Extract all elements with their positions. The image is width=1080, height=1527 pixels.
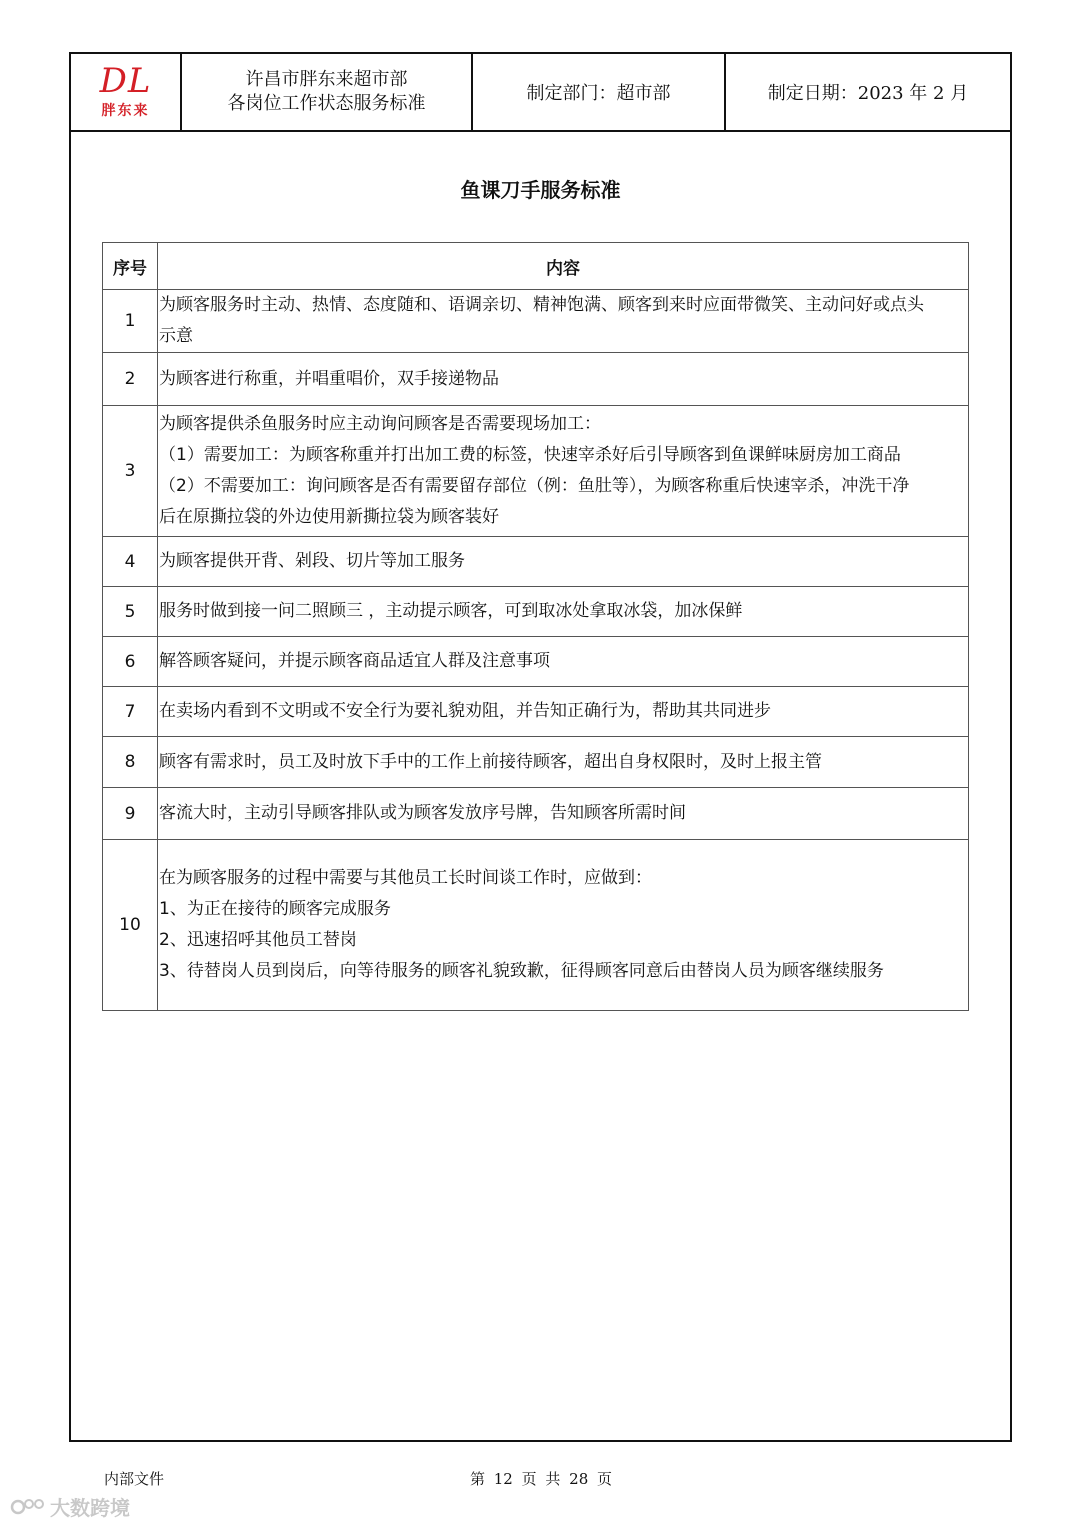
row-content	[158, 637, 969, 687]
content-line: 服务时做到接一问二照顾三 ，主动提示顾客，可到取冰处拿取冰袋，加冰保鲜	[159, 601, 743, 621]
content-line: 解答顾客疑问，并提示顾客商品适宜人群及注意事项	[159, 651, 550, 671]
logo-mark: DL	[99, 61, 152, 101]
content-line: 在卖场内看到不文明或不安全行为要礼貌劝阻，并告知正确行为，帮助其共同进步	[159, 701, 771, 721]
row-content	[158, 290, 969, 353]
row-number: 2	[103, 353, 158, 406]
header-title	[182, 54, 473, 130]
row-content	[158, 687, 969, 737]
content-line: 1、为正在接待的顾客完成服务	[159, 899, 391, 919]
table-row	[103, 788, 969, 840]
logo-text: 胖东来	[101, 103, 150, 119]
row-number: 7	[103, 687, 158, 737]
row-number: 10	[103, 840, 158, 1011]
header-title-line2: 各岗位工作状态服务标准	[227, 93, 426, 114]
footer-internal-label: 内部文件	[104, 1470, 165, 1488]
footer-page-number: 第 12 页 共 28 页	[470, 1470, 613, 1488]
row-number: 6	[103, 637, 158, 687]
table-row	[103, 637, 969, 687]
content-line: 在为顾客服务的过程中需要与其他员工长时间谈工作时，应做到：	[159, 868, 652, 888]
row-content	[158, 840, 969, 1011]
content-line: 为顾客服务时主动、热情、态度随和、语调亲切、精神饱满、顾客到来时应面带微笑、主动问好或点头	[159, 295, 924, 315]
table-row	[103, 353, 969, 406]
column-header-content: 内容	[158, 243, 969, 290]
content-line: （1）需要加工：为顾客称重并打出加工费的标签，快速宰杀好后引导顾客到鱼课鲜味厨房加工商品	[159, 445, 901, 465]
watermark	[10, 1492, 130, 1521]
content-line: 为顾客进行称重，并唱重唱价，双手接递物品	[159, 368, 499, 389]
row-number: 3	[103, 406, 158, 537]
row-number: 4	[103, 537, 158, 587]
row-content	[158, 587, 969, 637]
row-number: 9	[103, 788, 158, 840]
row-content	[158, 788, 969, 840]
content-line: 3、待替岗人员到岗后，向等待服务的顾客礼貌致歉，征得顾客同意后由替岗人员为顾客继续服务	[159, 961, 884, 981]
table-row	[103, 587, 969, 637]
content-line: 示意	[159, 326, 193, 346]
header-date: 制定日期：2023 年 2 月	[767, 83, 969, 104]
table-row	[103, 687, 969, 737]
document-frame	[69, 52, 1012, 1442]
row-content	[158, 406, 969, 537]
row-content	[158, 537, 969, 587]
table-row	[103, 840, 969, 1011]
standards-table	[102, 242, 969, 1011]
row-number: 8	[103, 737, 158, 788]
content-line: 后在原撕拉袋的外边使用新撕拉袋为顾客装好	[159, 507, 499, 527]
content-line: （2）不需要加工：询问顾客是否有需要留存部位（例：鱼肚等），为顾客称重后快速宰杀，冲洗干净	[159, 476, 910, 496]
table-row	[103, 406, 969, 537]
header-title-line1: 许昌市胖东来超市部	[245, 69, 408, 90]
table-row	[103, 290, 969, 353]
row-content	[158, 353, 969, 406]
content-line: 为顾客提供杀鱼服务时应主动询问顾客是否需要现场加工：	[159, 414, 601, 434]
header-department: 制定部门：超市部	[473, 54, 726, 130]
table-header-row	[103, 243, 969, 290]
table-row	[103, 537, 969, 587]
table-row	[103, 737, 969, 788]
row-number: 1	[103, 290, 158, 353]
table-body	[103, 290, 969, 1011]
row-content	[158, 737, 969, 788]
content-line: 2、迅速招呼其他员工替岗	[159, 930, 357, 950]
document-header	[71, 54, 1010, 132]
watermark-text: 大数跨境	[50, 1496, 130, 1520]
row-number: 5	[103, 587, 158, 637]
content-line: 为顾客提供开背、剁段、切片等加工服务	[159, 551, 465, 571]
page-title: 鱼课刀手服务标准	[460, 178, 621, 202]
content-line: 顾客有需求时，员工及时放下手中的工作上前接待顾客，超出自身权限时，及时上报主管	[159, 751, 822, 772]
brand-logo-icon	[10, 1496, 46, 1518]
company-logo	[71, 54, 182, 130]
content-line: 客流大时，主动引导顾客排队或为顾客发放序号牌，告知顾客所需时间	[159, 803, 686, 823]
column-header-num: 序号	[103, 243, 158, 290]
